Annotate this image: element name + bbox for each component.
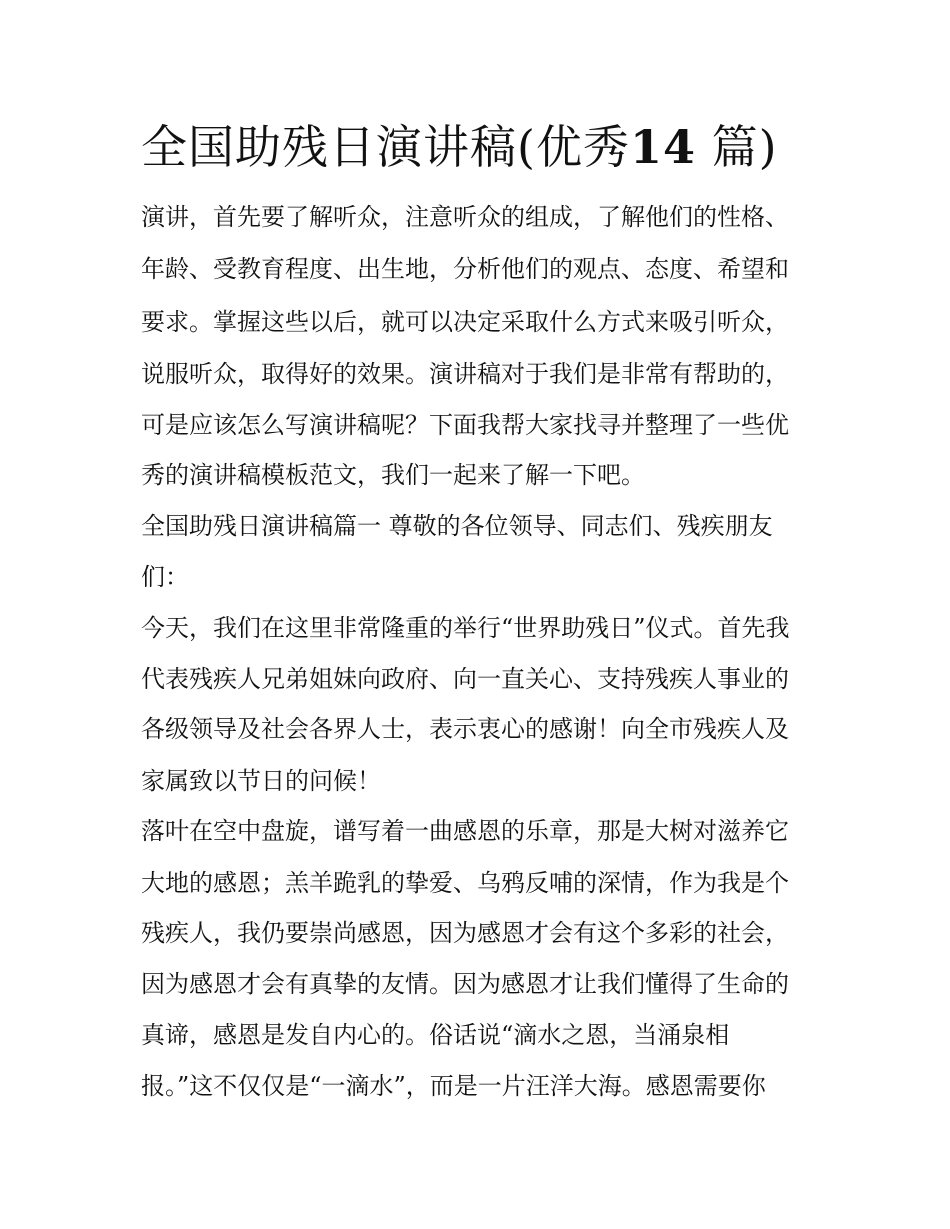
body-line: 可是应该怎么写演讲稿呢？下面我帮大家找寻并整理了一些优 (141, 411, 789, 439)
body-line: 大地的感恩；羔羊跪乳的挚爱、乌鸦反哺的深情，作为我是个 (141, 869, 789, 897)
body-line: 残疾人，我仍要崇尚感恩，因为感恩才会有这个多彩的社会， (141, 919, 789, 947)
document-title (141, 112, 841, 182)
body-line: 各级领导及社会各界人士，表示衷心的感谢！向全市残疾人及 (141, 715, 789, 743)
title-number: 14 (629, 120, 696, 174)
body-line: 秀的演讲稿模板范文，我们一起来了解一下吧。 (141, 461, 645, 489)
body-line: 家属致以节日的问候！ (141, 767, 381, 795)
body-line: 真谛，感恩是发自内心的。俗话说“滴水之恩，当涌泉相 (141, 1021, 730, 1049)
body-line: 因为感恩才会有真挚的友情。因为感恩才让我们懂得了生命的 (141, 970, 789, 998)
body-line: 今天，我们在这里非常隆重的举行“世界助残日”仪式。首先我 (141, 614, 790, 642)
section-heading-line: 全国助残日演讲稿篇一 尊敬的各位领导、同志们、残疾朋友 (141, 512, 773, 540)
title-suffix: 篇) (711, 120, 778, 174)
body-line: 报。”这不仅仅是“一滴水”，而是一片汪洋大海。感恩需要你 (141, 1072, 766, 1100)
body-line: 说服听众，取得好的效果。演讲稿对于我们是非常有帮助的， (141, 360, 789, 388)
body-line: 们： (141, 563, 189, 591)
body-line: 年龄、受教育程度、出生地，分析他们的观点、态度、希望和 (141, 255, 789, 283)
title-main: 全国助残日演讲稿(优秀 (141, 120, 630, 174)
body-line: 要求。掌握这些以后，就可以决定采取什么方式来吸引听众， (141, 308, 789, 336)
body-line: 代表残疾人兄弟姐妹向政府、向一直关心、支持残疾人事业的 (141, 665, 789, 693)
body-line: 落叶在空中盘旋，谱写着一曲感恩的乐章，那是大树对滋养它 (141, 817, 789, 845)
body-line: 演讲，首先要了解听众，注意听众的组成，了解他们的性格、 (141, 203, 789, 231)
